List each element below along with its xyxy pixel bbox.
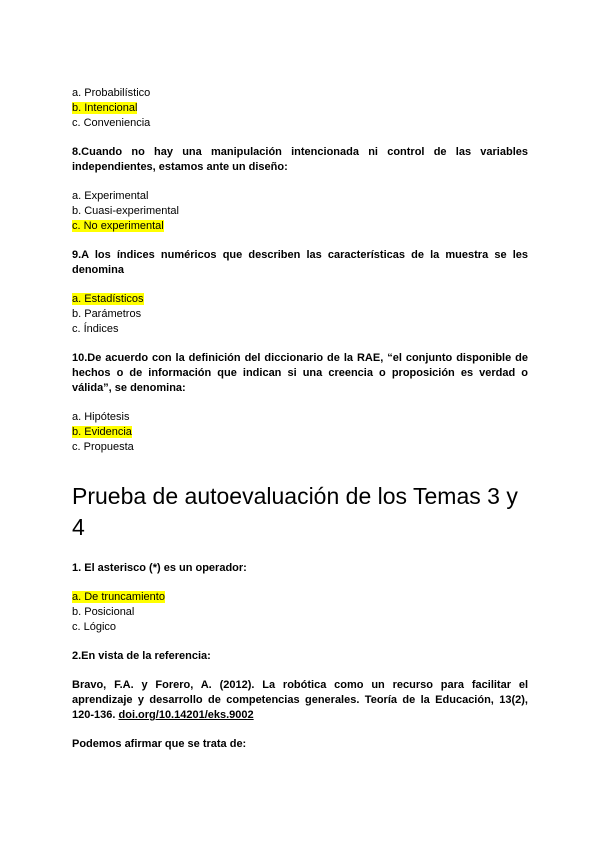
option-b <box>72 425 528 440</box>
question-8: 8.Cuando no hay una manipulación intencionada ni control de las variables independientes, estamos ante un diseño: <box>72 146 528 173</box>
document-content <box>72 86 528 752</box>
option-a <box>72 292 528 307</box>
question-s2-2: 2.En vista de la referencia: <box>72 650 211 662</box>
option-a <box>72 590 528 605</box>
option-c: c. Índices <box>72 323 119 335</box>
doi-link[interactable]: doi.org/10.14201/eks.9002 <box>118 709 254 721</box>
highlighted-answer: c. No experimental <box>72 220 164 232</box>
reference-text: Bravo, F.A. y Forero, A. (2012). La robótica como un recurso para facilitar el aprendizaje y desarrollo de competencias generales. Teoría de la Educación, 13(2), 120-136. <box>72 679 528 721</box>
highlighted-answer: b. Intencional <box>72 102 138 114</box>
question-8-options <box>72 189 528 234</box>
question-s2-1: 1. El asterisco (*) es un operador: <box>72 562 247 574</box>
option-b: b. Cuasi-experimental <box>72 205 179 217</box>
question-9-options <box>72 292 528 337</box>
question-s2-1-options <box>72 590 528 635</box>
reference-citation <box>72 678 528 723</box>
option-c: c. Conveniencia <box>72 117 151 129</box>
question-9: 9.A los índices numéricos que describen las características de la muestra se les denomina <box>72 249 528 276</box>
question-s2-2-followup: Podemos afirmar que se trata de: <box>72 738 247 750</box>
option-a: a. Probabilístico <box>72 87 151 99</box>
highlighted-answer: a. De truncamiento <box>72 591 165 603</box>
option-a: a. Hipótesis <box>72 411 130 423</box>
option-c: c. Propuesta <box>72 441 134 453</box>
option-b <box>72 101 528 116</box>
option-b: b. Parámetros <box>72 308 142 320</box>
question-10-options <box>72 410 528 455</box>
option-b: b. Posicional <box>72 606 135 618</box>
highlighted-answer: b. Evidencia <box>72 426 132 438</box>
option-c <box>72 219 528 234</box>
prev-question-options <box>72 86 528 131</box>
section-heading: Prueba de autoevaluación de los Temas 3 y 4 <box>72 483 518 540</box>
question-10: 10.De acuerdo con la definición del diccionario de la RAE, “el conjunto disponible de hechos o de información que indican si una creencia o proposición es verdad o válida”, se denomina: <box>72 352 528 394</box>
highlighted-answer: a. Estadísticos <box>72 293 144 305</box>
option-a: a. Experimental <box>72 190 149 202</box>
option-c: c. Lógico <box>72 621 117 633</box>
